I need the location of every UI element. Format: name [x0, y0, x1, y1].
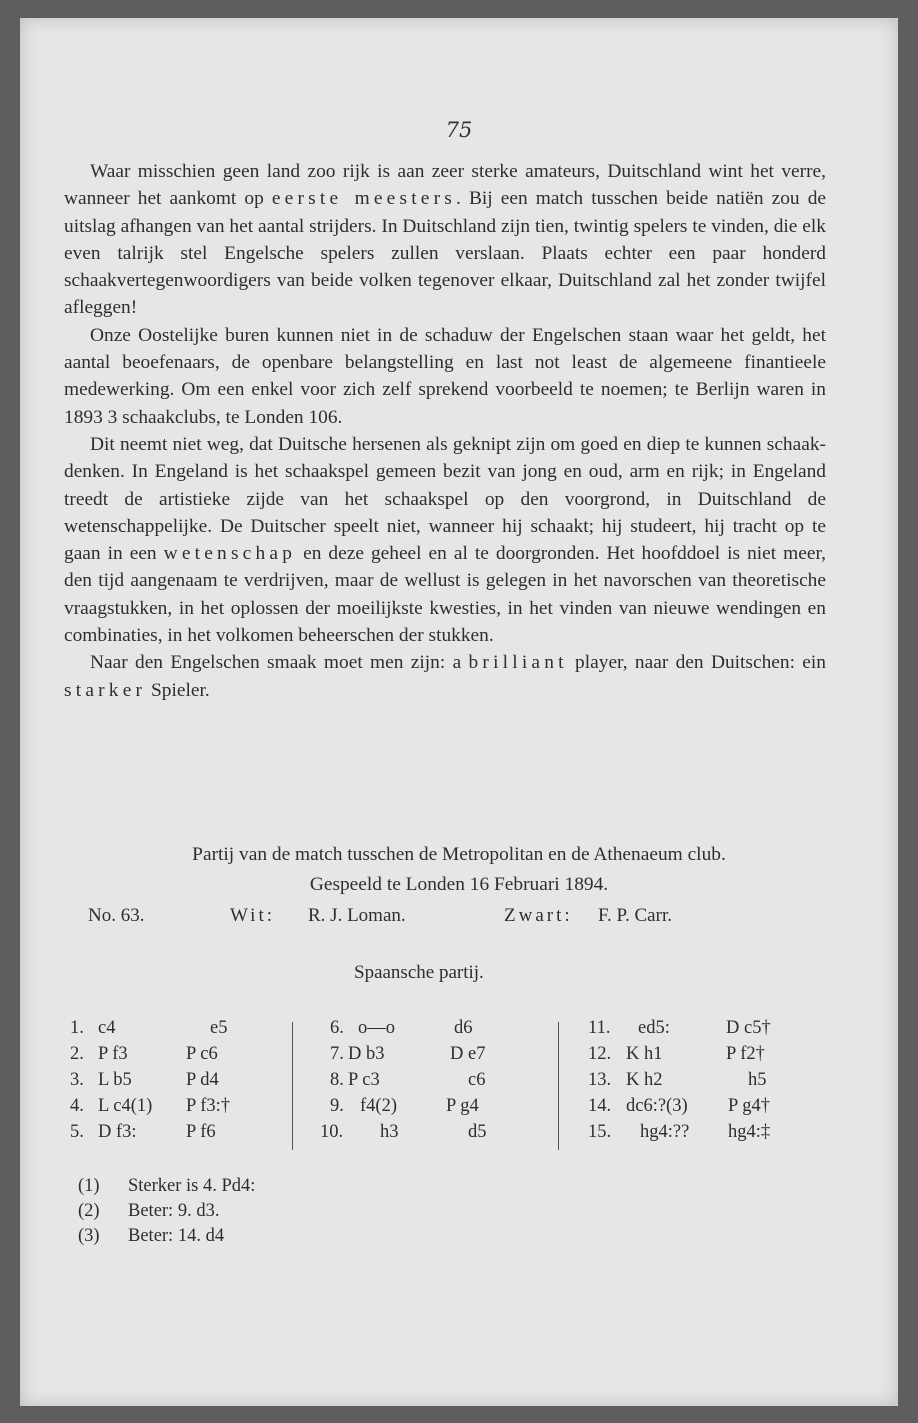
emphasis-starker: starker [64, 679, 147, 701]
move-row: 12. K h1 P f2† [588, 1044, 765, 1064]
move-row: 13. K h2 h5 [588, 1070, 767, 1090]
moves-column-2 [320, 1018, 520, 1148]
opening-name: Spaansche partij. [354, 962, 484, 983]
move-row: 9. f4(2) P g4 [330, 1096, 479, 1116]
paragraph-1: Waar misschien geen land zoo rijk is aan zeer sterke amateurs, Duitschland wint het verre, wanneer het aankomt op eerste meesters. Bij een match tusschen beide natiën zou de uitslag afhangen van het aantal strijders. In Duitschland zijn tien, twintig spelers te vinden, die elk even talrijk stel Engelsche spelers zullen verslaan. Plaats echter een paar honderd schaakvertegenwoordigers van beide volken tegenover elkaar, Duitschland zal het zonder twijfel afleggen! [64, 161, 826, 319]
white-label: Wit: [230, 905, 276, 926]
move-row: 6. o—o d6 [330, 1018, 473, 1038]
moves-column-1 [70, 1018, 290, 1148]
column-divider [292, 1022, 293, 1150]
move-row: 2. P f3 P c6 [70, 1044, 218, 1064]
moves-column-3 [588, 1018, 838, 1148]
game-number: No. 63. [88, 905, 145, 926]
paragraph-4: Naar den Engelschen smaak moet men zijn: a brilliant player, naar den Duitschen: ein starker Spieler. [64, 652, 826, 701]
move-row: 5. D f3: P f6 [70, 1122, 216, 1142]
game-title: Partij van de match tusschen de Metropolitan en de Athenaeum club. [192, 844, 726, 865]
move-row: 4. L c4(1) P f3:† [70, 1096, 231, 1116]
move-row: 11. ed5: D c5† [588, 1018, 771, 1038]
black-label: Zwart: [504, 905, 573, 926]
move-row: 1. c4 e5 [70, 1018, 228, 1038]
move-row: 10. h3 d5 [320, 1122, 487, 1142]
book-page: 75 Waar misschien geen land zoo rijk is aan zeer sterke amateurs, Duitschland wint het verre, wanneer het aankomt op eerste meesters. Bij een match tusschen beide natiën zou de uitslag afhangen van het aantal strijders. In Duitschland zijn tien, twintig spelers te vinden, die elk even talrijk stel Engelsche spelers zullen verslaan. Plaats echter een paar honderd schaakvertegenwoordigers van beide volken tegenover elkaar, Duitschland zal het zonder twijfel afleggen! Onze Oostelijke buren kunnen niet in de schaduw der Engelschen staan waar het geldt, het aantal beoefenaars, de openbare belangstelling en last not least de algemeene finantieele medewerking. Om een enkel voor zich zelf sprekend voorbeeld te noemen; te Berlijn waren in 1893 3 schaakclubs, te Londen 106. Dit neemt niet weg, dat Duitsche hersenen als geknipt zijn om goed en diep te kunnen schaak-denken. In Engeland is het schaakspel gemeen bezit van jong en oud, arm en rijk; in Engeland treedt de artistieke zijde van het schaakspel op den voorgrond, in Duitschland de wetenschappelijke. De Duitscher speelt niet, wanneer hij schaakt; hij studeert, hij tracht op te gaan in een wetenschap en deze geheel en al te doorgronden. Het hoofddoel is niet meer, den tijd aangenaam te verdrijven, maar de wellust is gelegen in het navorschen van theoretische vraagstukken, in het oplossen der moeilijkste kwesties, in het vinden van nieuwe wendingen en combinaties, in het volkomen beheerschen der stukken. Naar den Engelschen smaak moet men zijn: a brilliant player, naar den Duitschen: ein starker Spieler. Partij van de match tusschen de Metropolitan en de Athenaeum club. Gespeeld te Londen 16 Februari 1894. No. 63. Wit: R. J. Loman. Zwart: F. P. Carr. Spaansche partij. 1. c4 e5 2. P f3 P c6 3. L b5 P d4 4. L c4(1) P f3:† 5. D f3: P f6 6. o—o d6 7. D b3 D e7 8. P c3 c6 9. f4(2) P g4 10. h3 d5 11. ed5: D c5† 12. K h1 P f2† 13. K h2 h5 14. dc6:?(3) P g4† 15. hg4:?? hg4:‡ (1) Sterker is 4. Pd4: (2) Beter: 9. d3. (3) Beter: 14. d4 [20, 18, 898, 1406]
move-row: 15. hg4:?? hg4:‡ [588, 1122, 771, 1142]
paragraph-2: Onze Oostelijke buren kunnen niet in de schaduw der Engelschen staan waar het geldt, het aantal beoefenaars, de openbare belangstelling en last not least de algemeene finantieele medewerking. Om een enkel voor zich zelf sprekend voorbeeld te noemen; te Berlijn waren in 1893 3 schaakclubs, te Londen 106. [64, 324, 826, 428]
move-row: 3. L b5 P d4 [70, 1070, 219, 1090]
move-row: 14. dc6:?(3) P g4† [588, 1096, 770, 1116]
paragraph-3: Dit neemt niet weg, dat Duitsche hersenen als geknipt zijn om goed en diep te kunnen schaak-denken. In Engeland is het schaakspel gemeen bezit van jong en oud, arm en rijk; in Engeland treedt de artistieke zijde van het schaakspel op den voorgrond, in Duitschland de wetenschappelijke. De Duitscher speelt niet, wanneer hij schaakt; hij studeert, hij tracht op te gaan in een wetenschap en deze geheel en al te doorgronden. Het hoofddoel is niet meer, den tijd aangenaam te verdrijven, maar de wellust is gelegen in het navorschen van theoretische vraagstukken, in het oplossen der moeilijkste kwesties, in het vinden van nieuwe wendingen en combinaties, in het volkomen beheerschen der stukken. [64, 433, 826, 647]
move-row: 7. D b3 D e7 [330, 1044, 486, 1064]
black-player: F. P. Carr. [598, 905, 672, 926]
game-date: Gespeeld te Londen 16 Februari 1894. [309, 874, 609, 895]
column-divider [558, 1022, 559, 1150]
body-text [64, 158, 826, 704]
move-row: 8. P c3 c6 [330, 1070, 486, 1090]
emphasis-eerste-meesters: eerste meesters [271, 188, 457, 210]
white-player: R. J. Loman. [308, 905, 406, 926]
emphasis-brilliant: brilliant [468, 652, 568, 674]
page-number: 75 [445, 118, 473, 142]
emphasis-wetenschap: wetenschap [163, 543, 297, 565]
